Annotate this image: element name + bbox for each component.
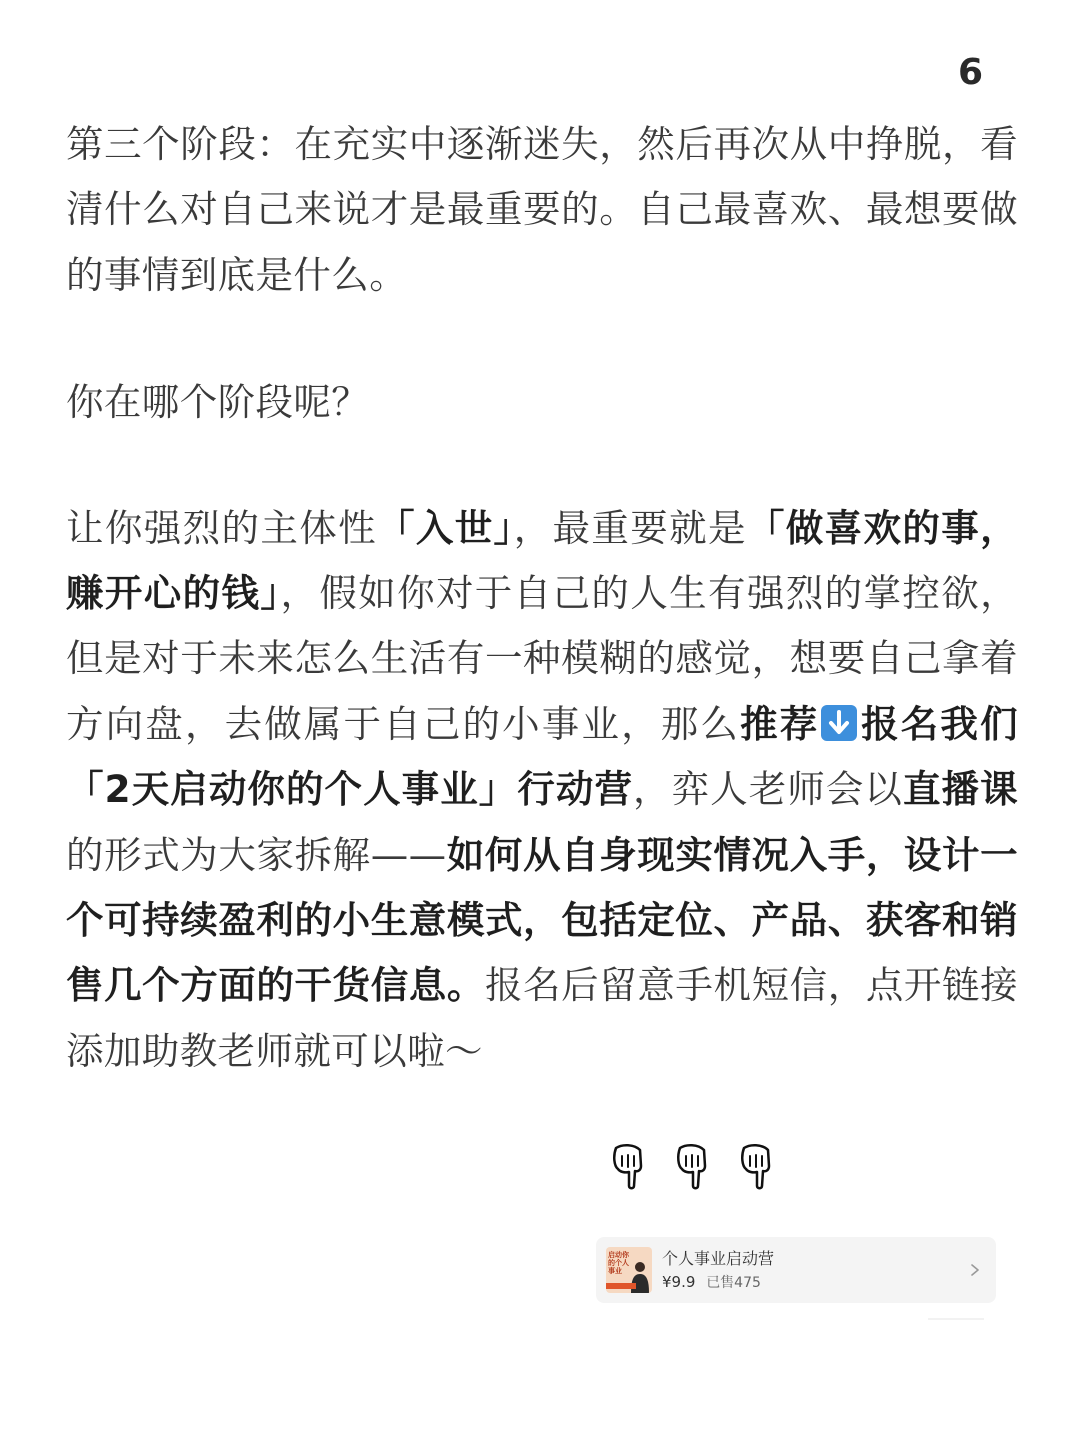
product-sold-count: 已售475 [706, 1274, 761, 1291]
promo-text-3: ，假如你对于自己的人生有强烈的掌控欲，但是对于未来怎么生活有一种模糊的感觉，想要自己拿着方向盘，去做属于自己的小事业，那么 [66, 571, 1018, 746]
divider [928, 1318, 984, 1320]
product-thumbnail [606, 1247, 652, 1293]
product-card[interactable] [596, 1237, 996, 1303]
pointing-down-hand-icon [608, 1142, 648, 1192]
promo-bold-how: 如何从自身现实情况入手，设计一个可持续盈利的小生意模式，包括定位、产品、获客和销售几个方面的干货信息。 [66, 832, 1019, 1008]
promo-text-2: ，最重要就是 [513, 505, 747, 550]
chevron-right-icon [968, 1261, 982, 1279]
product-title: 个人事业启动营 [662, 1248, 775, 1268]
promo-text-1: 让你强烈的主体性 [66, 505, 377, 550]
promo-bold-recommend: 推荐 [740, 701, 820, 746]
promo-text-5: 的形式为大家拆解—— [66, 832, 447, 877]
down-arrow-icon [821, 705, 857, 741]
article-body [66, 112, 1018, 1084]
pointing-down-hand-icon [736, 1142, 776, 1192]
promo-text-4: ，弈人老师会以 [633, 767, 903, 812]
paragraph-stage-three: 第三个阶段：在充实中逐渐迷失，然后再次从中挣脱，看清什么对自己来说才是最重要的。自己最喜欢、最想要做的事情到底是什么。 [66, 122, 1018, 297]
paragraph-promotion [66, 496, 1018, 1085]
pointing-hands-row [608, 1142, 776, 1192]
page-number: 6 [958, 52, 984, 93]
thumbnail-text: 启动你的个人事业 [608, 1251, 629, 1275]
promo-bold-live: 直播课 [902, 767, 1018, 812]
promo-bold-2: 「做喜欢的事，赚开心的钱」 [66, 505, 1019, 616]
pointing-down-hand-icon [672, 1142, 712, 1192]
promo-bold-1: 「入世」 [376, 505, 514, 550]
product-info [662, 1249, 968, 1292]
promo-bold-signup: 报名我们「2天启动你的个人事业」行动营 [66, 701, 1018, 812]
paragraph-question: 你在哪个阶段呢？ [66, 380, 370, 425]
thumbnail-band [606, 1283, 636, 1289]
product-price: ¥9.9 [662, 1272, 696, 1291]
product-meta [662, 1273, 968, 1292]
promo-text-6: 报名后留意手机短信，点开链接添加助教老师就可以啦～ [66, 963, 1018, 1073]
